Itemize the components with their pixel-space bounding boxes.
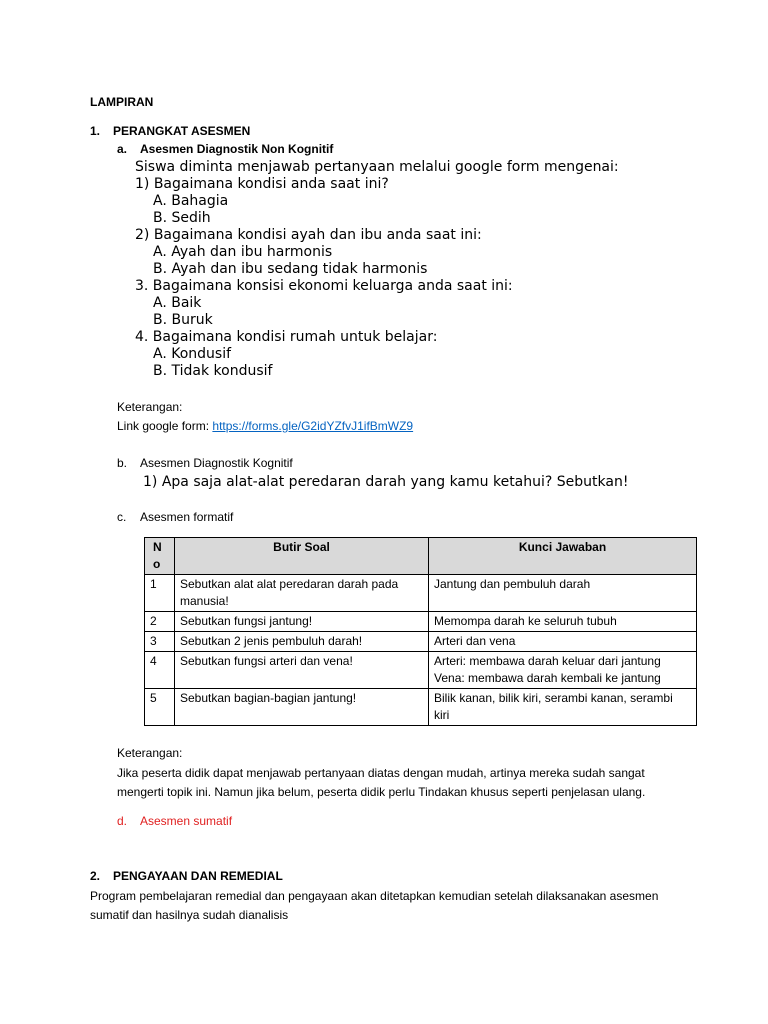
column-header-kunci-jawaban: Kunci Jawaban [429, 538, 697, 575]
cell-kunci: Arteri: membawa darah keluar dari jantung Vena: membawa darah kembali ke jantung [429, 652, 697, 689]
subsection-b-title: Asesmen Diagnostik Kognitif [140, 456, 293, 470]
google-form-link-row [117, 419, 413, 433]
cell-kunci: Jantung dan pembuluh darah [429, 575, 697, 612]
question-1-option-b: B. Sedih [153, 210, 211, 226]
subsection-a-intro: Siswa diminta menjawab pertanyaan melalui google form mengenai: [135, 159, 619, 175]
question-3: 3. Bagaimana konsisi ekonomi keluarga anda saat ini: [135, 278, 513, 294]
cell-kunci: Bilik kanan, bilik kiri, serambi kanan, serambi kiri [429, 689, 697, 726]
cell-soal: Sebutkan fungsi arteri dan vena! [175, 652, 429, 689]
question-2-option-b: B. Ayah dan ibu sedang tidak harmonis [153, 261, 428, 277]
table-header-row [145, 538, 697, 575]
subsection-a-title: Asesmen Diagnostik Non Kognitif [140, 142, 334, 156]
section2-number: 2. [90, 869, 101, 883]
cell-no: 1 [145, 575, 175, 612]
question-4-option-b: B. Tidak kondusif [153, 363, 273, 379]
cell-soal: Sebutkan bagian-bagian jantung! [175, 689, 429, 726]
cell-kunci: Memompa darah ke seluruh tubuh [429, 612, 697, 632]
cell-soal: Sebutkan 2 jenis pembuluh darah! [175, 632, 429, 652]
table-row [145, 632, 697, 652]
google-form-link-prefix: Link google form: [117, 419, 213, 433]
column-header-no: N o [145, 538, 175, 575]
question-1-option-a: A. Bahagia [153, 193, 229, 209]
subsection-d-letter: d. [117, 814, 128, 828]
question-3-option-b: B. Buruk [153, 312, 213, 328]
cell-kunci: Arteri dan vena [429, 632, 697, 652]
subsection-a-note-label: Keterangan: [117, 400, 183, 414]
subsection-c-title: Asesmen formatif [140, 510, 234, 524]
question-3-option-a: A. Baik [153, 295, 202, 311]
table-row [145, 575, 697, 612]
table-row [145, 689, 697, 726]
section2-title: PENGAYAAN DAN REMEDIAL [113, 869, 283, 883]
table-row [145, 652, 697, 689]
question-2: 2) Bagaimana kondisi ayah dan ibu anda saat ini: [135, 227, 482, 243]
subsection-d-title: Asesmen sumatif [140, 814, 233, 828]
cell-no: 5 [145, 689, 175, 726]
cell-no: 3 [145, 632, 175, 652]
subsection-a-letter: a. [117, 142, 128, 156]
lampiran-heading: LAMPIRAN [90, 95, 154, 109]
question-4-option-a: A. Kondusif [153, 346, 232, 362]
section2-text: Program pembelajaran remedial dan pengayaan akan ditetapkan kemudian setelah dilaksanakan asesmen sumatif dan hasilnya sudah dianalisis [90, 889, 659, 922]
question-4: 4. Bagaimana kondisi rumah untuk belajar: [135, 329, 438, 345]
table-row [145, 612, 697, 632]
cell-no: 2 [145, 612, 175, 632]
cell-soal: Sebutkan alat alat peredaran darah pada manusia! [175, 575, 429, 612]
subsection-b-question: 1) Apa saja alat-alat peredaran darah yang kamu ketahui? Sebutkan! [143, 474, 629, 490]
column-header-butir-soal: Butir Soal [175, 538, 429, 575]
subsection-c-letter: c. [117, 510, 127, 524]
section1-number: 1. [90, 124, 101, 138]
subsection-b-letter: b. [117, 456, 128, 470]
question-2-option-a: A. Ayah dan ibu harmonis [153, 244, 333, 260]
formatif-table [144, 537, 697, 726]
google-form-link[interactable]: https://forms.gle/G2idYZfvJ1ifBmWZ9 [212, 419, 414, 433]
cell-no: 4 [145, 652, 175, 689]
section1-title: PERANGKAT ASESMEN [113, 124, 251, 138]
cell-soal: Sebutkan fungsi jantung! [175, 612, 429, 632]
question-1: 1) Bagaimana kondisi anda saat ini? [135, 176, 389, 192]
subsection-c-note-label: Keterangan: [117, 746, 183, 760]
subsection-c-note-text: Jika peserta didik dapat menjawab pertanyaan diatas dengan mudah, artinya mereka sudah sangat mengerti topik ini. Namun jika belum, peserta didik perlu Tindakan khusus seperti penjelasan ulang. [117, 766, 646, 799]
